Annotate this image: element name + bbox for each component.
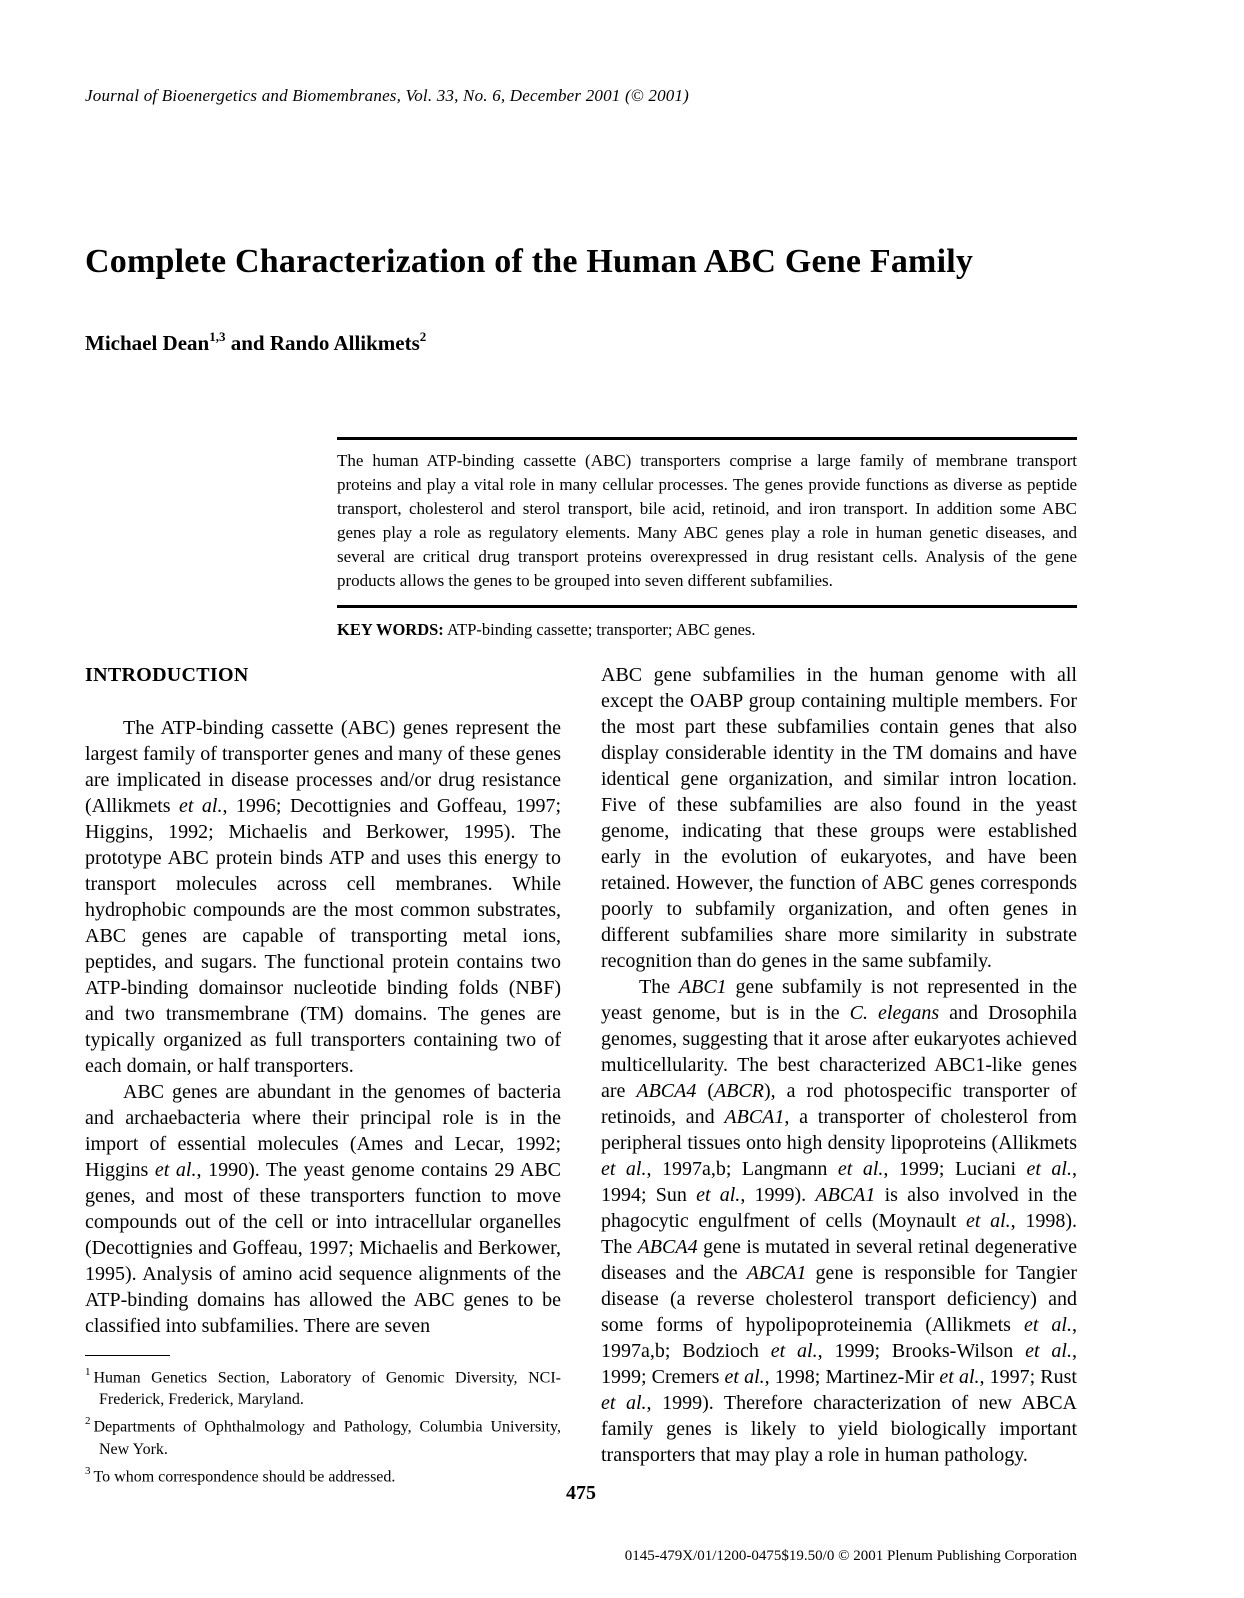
footnote-marker: 3 [85,1464,91,1477]
footnote-marker: 1 [85,1366,91,1378]
copyright-line: 0145-479X/01/1200-0475$19.50/0 © 2001 Plenum Publishing Corporation [624,1548,1077,1564]
author-affiliation-superscript: 2 [419,329,427,344]
page-title: Complete Characterization of the Human ABC Gene Family [85,242,974,280]
abstract-block [337,437,1077,641]
footnote-text: To whom correspondence should be addressed. [93,1467,396,1485]
abstract-rule-bottom [337,605,1077,608]
journal-header: Journal of Bioenergetics and Biomembranes, Vol. 33, No. 6, December 2001 (© 2001) [85,86,690,105]
paragraph: The ATP-binding cassette (ABC) genes represent the largest family of transporter genes and many of these genes are implicated in disease processes and/or drug resistance (Allikmets et al., 1996; Decottignies and Goffeau, 1997; Higgins, 1992; Michaelis and Berkower, 1995). The prototype ABC protein binds ATP and uses this energy to transport molecules across cell membranes. While hydrophobic compounds are the most common substrates, ABC genes are capable of transporting metal ions, peptides, and sugars. The functional protein contains two ATP-binding domainsor nucleotide binding folds (NBF) and two transmembrane (TM) domains. The genes are typically organized as full transporters containing two of each domain, or half transporters. [85,717,561,1077]
page-number: 475 [566,1482,596,1504]
keywords-label: KEY WORDS: [337,620,444,639]
keywords-text: ATP-binding cassette; transporter; ABC genes. [447,620,756,639]
abstract-rule-top [337,437,1077,440]
footnote-divider [85,1355,170,1356]
paragraph: ABC genes are abundant in the genomes of bacteria and archaebacteria where their principal role is in the import of essential molecules (Ames and Lecar, 1992; Higgins et al., 1990). The yeast genome contains 29 ABC genes, and most of these transporters function to move compounds out of the cell or into intracellular organelles (Decottignies and Goffeau, 1997; Michaelis and Berkower, 1995). Analysis of amino acid sequence alignments of the ATP-binding domains has allowed the ABC genes to be classified into subfamilies. There are seven [85,1081,562,1337]
footnote [85,1411,561,1460]
footnote-text: Human Genetics Section, Laboratory of Genomic Diversity, NCI-Frederick, Frederick, Maryland. [93,1369,561,1409]
author-name: Michael Dean [85,331,210,355]
keywords-line [337,619,1077,641]
abstract-text: The human ATP-binding cassette (ABC) transporters comprise a large family of membrane transport proteins and play a vital role in many cellular processes. The genes provide functions as diverse as peptide transport, cholesterol and sterol transport, bile acid, retinoid, and iron transport. In addition some ABC genes play a role as regulatory elements. Many ABC genes play a role in human genetic diseases, and several are critical drug transport proteins overexpressed in drug resistant cells. Analysis of the gene products allows the genes to be grouped into seven different subfamilies. [337,451,1077,590]
right-column [601,662,1077,1468]
paragraph: The ABC1 gene subfamily is not represented in the yeast genome, but is in the C. elegans and Drosophila genomes, suggesting that it arose after eukaryotes achieved multicellularity. The best characterized ABC1-like genes are ABCA4 (ABCR), a rod photospecific transporter of retinoids, and ABCA1, a transporter of cholesterol from peripheral tissues onto high density lipoproteins (Allikmets et al., 1997a,b; Langmann et al., 1999; Luciani et al., 1994; Sun et al., 1999). ABCA1 is also involved in the phagocytic engulfment of cells (Moynault et al., 1998). The ABCA4 gene is mutated in several retinal degenerative diseases and the ABCA1 gene is responsible for Tangier disease (a reverse cholesterol transport deficiency) and some forms of hypolipoproteinemia (Allikmets et al., 1997a,b; Bodzioch et al., 1999; Brooks-Wilson et al., 1999; Cremers et al., 1998; Martinez-Mir et al., 1997; Rust et al., 1999). Therefore characterization of new ABCA family genes is likely to yield biologically important transporters that may play a role in human pathology. [601,976,1078,1466]
footnote [85,1362,561,1411]
authors-line [85,330,1077,356]
author-name: and Rando Allikmets [225,331,420,355]
paragraph: ABC gene subfamilies in the human genome with all except the OABP group containing multiple members. For the most part these subfamilies contain genes that also display considerable identity in the TM domains and have identical gene organization, and similar intron location. Five of these subfamilies are also found in the yeast genome, indicating that these groups were established early in the evolution of eukaryotes, and have been retained. However, the function of ABC genes corresponds poorly to subfamily organization, and often genes in different subfamilies share more similarity in substrate recognition than do genes in the same subfamily. [601,664,1077,972]
section-heading-introduction: INTRODUCTION [85,664,249,686]
footnote-text: Departments of Ophthalmology and Pathology, Columbia University, New York. [93,1418,561,1458]
footnote-marker: 2 [85,1415,91,1428]
footnotes-block [85,1362,561,1488]
author-affiliation-superscript: 1,3 [209,329,226,344]
left-column [85,662,561,1488]
